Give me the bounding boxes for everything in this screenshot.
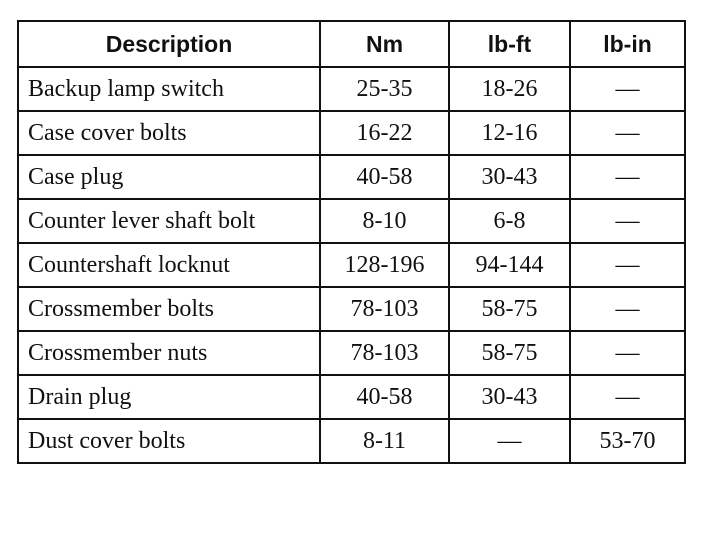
table-row [18,243,685,287]
cell-description: Crossmember bolts [18,287,320,331]
cell-lb-in: — [570,331,685,375]
cell-nm: 25-35 [320,67,449,111]
cell-lb-in: — [570,155,685,199]
cell-description: Backup lamp switch [18,67,320,111]
cell-description: Case cover bolts [18,111,320,155]
cell-nm: 78-103 [320,287,449,331]
table-row [18,419,685,463]
cell-lb-ft: 18-26 [449,67,570,111]
header-lb-ft: lb-ft [449,21,570,67]
cell-lb-in: — [570,243,685,287]
cell-nm: 40-58 [320,375,449,419]
cell-nm: 128-196 [320,243,449,287]
table-row [18,67,685,111]
torque-spec-table [17,20,686,464]
table-row [18,111,685,155]
cell-nm: 8-10 [320,199,449,243]
cell-lb-ft: 58-75 [449,287,570,331]
cell-description: Countershaft locknut [18,243,320,287]
table-row [18,331,685,375]
table-row [18,155,685,199]
cell-lb-ft: 94-144 [449,243,570,287]
cell-nm: 40-58 [320,155,449,199]
cell-lb-ft: — [449,419,570,463]
cell-lb-in: — [570,199,685,243]
cell-lb-ft: 30-43 [449,155,570,199]
cell-lb-ft: 6-8 [449,199,570,243]
cell-description: Counter lever shaft bolt [18,199,320,243]
header-lb-in: lb-in [570,21,685,67]
cell-lb-ft: 30-43 [449,375,570,419]
cell-lb-in: — [570,67,685,111]
cell-lb-in: — [570,111,685,155]
cell-nm: 16-22 [320,111,449,155]
header-nm: Nm [320,21,449,67]
cell-lb-in: — [570,287,685,331]
cell-lb-in: — [570,375,685,419]
cell-description: Dust cover bolts [18,419,320,463]
cell-description: Crossmember nuts [18,331,320,375]
table-row [18,287,685,331]
cell-description: Drain plug [18,375,320,419]
table-row [18,375,685,419]
table-row [18,199,685,243]
cell-nm: 8-11 [320,419,449,463]
table-header-row [18,21,685,67]
header-description: Description [18,21,320,67]
cell-lb-ft: 12-16 [449,111,570,155]
cell-lb-ft: 58-75 [449,331,570,375]
cell-nm: 78-103 [320,331,449,375]
cell-description: Case plug [18,155,320,199]
cell-lb-in: 53-70 [570,419,685,463]
